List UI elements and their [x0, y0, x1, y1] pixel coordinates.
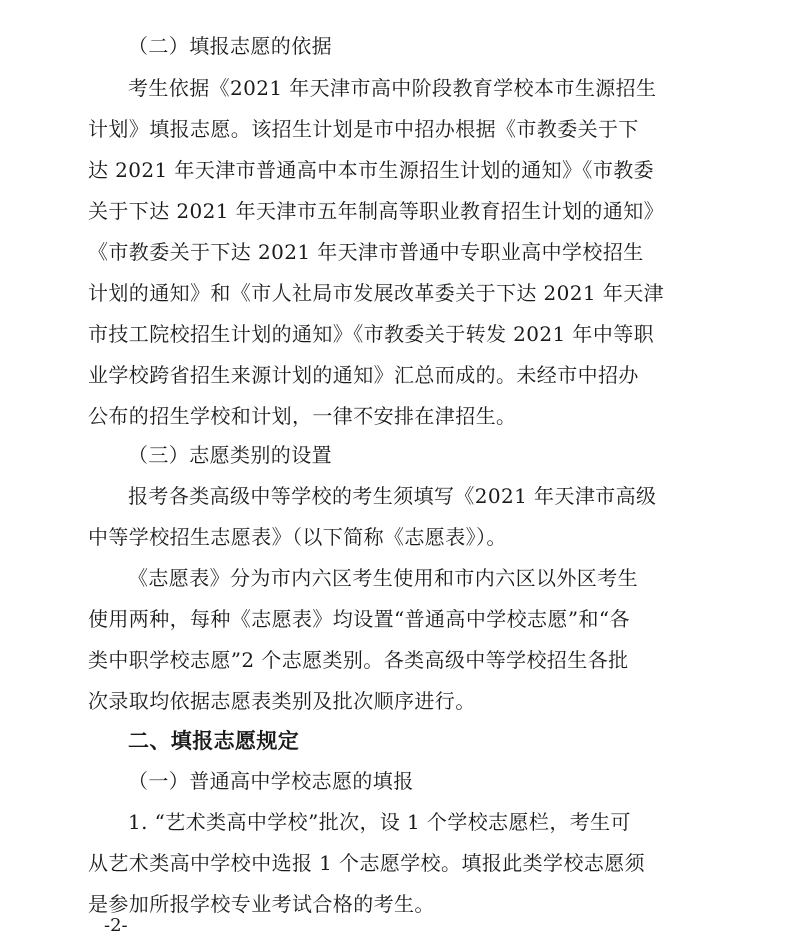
paragraph-line: 市技工院校招生计划的通知》《市教委关于转发 2021 年中等职 [88, 322, 655, 346]
paragraph-line: 《市教委关于下达 2021 年天津市普通中专职业高中学校招生 [88, 240, 644, 264]
paragraph-line: 次录取均依据志愿表类别及批次顺序进行。 [88, 689, 476, 713]
paragraph-line: 关于下达 2021 年天津市五年制高等职业教育招生计划的通知》 [88, 199, 665, 223]
paragraph-line: 中等学校招生志愿表》（以下简称《志愿表》）。 [88, 525, 507, 549]
paragraph-line: 业学校跨省招生来源计划的通知》汇总而成的。未经市中招办 [88, 363, 639, 387]
paragraph-line: 达 2021 年天津市普通高中本市生源招生计划的通知》《市教委 [88, 158, 655, 182]
paragraph-line: 是参加所报学校专业考试合格的考生。 [88, 892, 435, 916]
paragraph-line: 公布的招生学校和计划，一律不安排在津招生。 [88, 404, 517, 428]
page-number: -2- [104, 915, 128, 936]
paragraph-line: 报考各类高级中等学校的考生须填写《2021 年天津市高级 [128, 484, 657, 508]
paragraph-line: 计划的通知》和《市人社局市发展改革委关于下达 2021 年天津 [88, 281, 665, 305]
paragraph-line: 从艺术类高中学校中选报 1 个志愿学校。填报此类学校志愿须 [88, 851, 646, 875]
paragraph-line: 使用两种，每种《志愿表》均设置“普通高中学校志愿”和“各 [88, 607, 630, 631]
subheading-basis: （二）填报志愿的依据 [128, 34, 332, 58]
paragraph-line: 考生依据《2021 年天津市高中阶段教育学校本市生源招生 [128, 76, 657, 100]
subheading-categories: （三）志愿类别的设置 [128, 443, 332, 467]
paragraph-line: 类中职学校志愿”2 个志愿类别。各类高级中等学校招生各批 [88, 648, 629, 672]
subheading-general-high-school: （一）普通高中学校志愿的填报 [128, 769, 414, 793]
section-heading-rules: 二、填报志愿规定 [128, 729, 300, 753]
paragraph-line: 计划》填报志愿。该招生计划是市中招办根据《市教委关于下 [88, 117, 639, 141]
paragraph-line: 《志愿表》分为市内六区考生使用和市内六区以外区考生 [128, 566, 638, 590]
paragraph-line: 1. “艺术类高中学校”批次，设 1 个学校志愿栏，考生可 [128, 810, 631, 834]
